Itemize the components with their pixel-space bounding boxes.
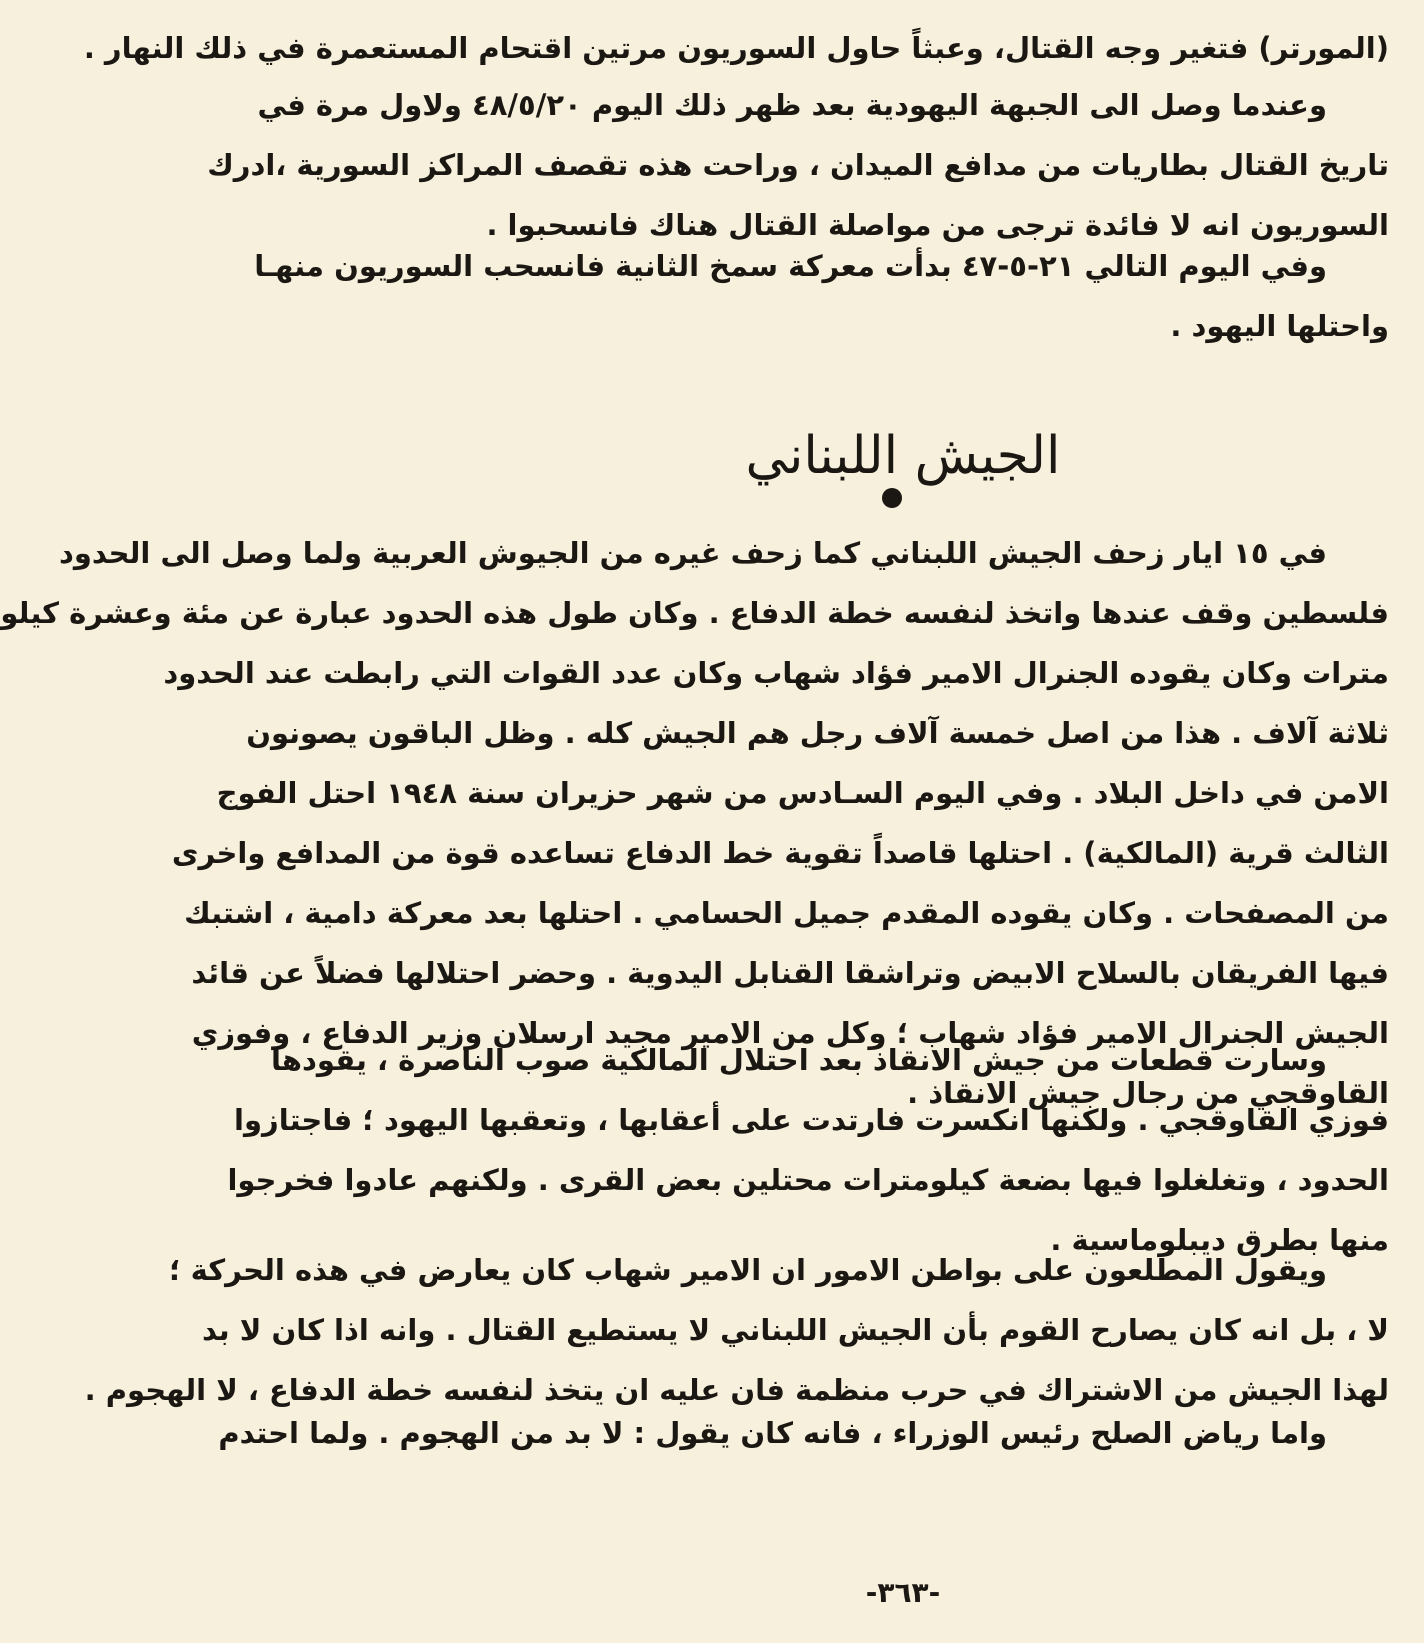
book-page [0,18,1389,1618]
text-line: لهذا الجيش من الاشتراك في حرب منظمة فان عليه ان يتخذ لنفسه خطة الدفاع ، لا الهجوم . [84,1373,1389,1407]
text-line: منها بطرق ديبلوماسية . [1050,1223,1389,1257]
text-line: لا ، بل انه كان يصارح القوم بأن الجيش اللبناني لا يستطيع القتال . وانه اذا كان لا بد [202,1313,1389,1347]
text-line: وسارت قطعات من جيش الانقاذ بعد احتلال المالكية صوب الناصرة ، يقودها [271,1043,1327,1077]
text-line: وفي اليوم التالي ٢١-٥-٤٧ بدأت معركة سمخ الثانية فانسحب السوريون منهـا [254,249,1327,283]
text-line: من المصفحات . وكان يقوده المقدم جميل الحسامي . احتلها بعد معركة دامية ، اشتبك [184,896,1389,930]
paragraph-samakh-battle [254,236,1389,356]
paragraph-jewish-artillery [207,75,1389,255]
paragraph-riad-solh [218,1403,1389,1463]
text-line: مترات وكان يقوده الجنرال الامير فؤاد شهاب وكان عدد القوات التي رابطت عند الحدود [163,656,1389,690]
text-line: وعندما وصل الى الجبهة اليهودية بعد ظهر ذلك اليوم ٤٨/٥/٢٠ ولاول مرة في [257,88,1327,122]
text-line: القاوقجي من رجال جيش الانقاذ . [907,1076,1389,1110]
text-line: الحدود ، وتغلغلوا فيها بضعة كيلومترات محتلين بعض القرى . ولكنهم عادوا فخرجوا [227,1163,1389,1197]
text-line: فلسطين وقف عندها واتخذ لنفسه خطة الدفاع . وكان طول هذه الحدود عبارة عن مئة وعشرة كيلو [0,596,1389,630]
text-line: فوزي القاوقجي . ولكنها انكسرت فارتدت على أعقابها ، وتعقبها اليهود ؛ فاجتازوا [234,1103,1389,1137]
text-line: الثالث قرية (المالكية) . احتلها قاصداً تقوية خط الدفاع تساعده قوة من المدافع واخرى [171,836,1389,870]
paragraph-syrian-assault [83,18,1389,78]
section-title: الجيش اللبناني [745,426,1061,487]
text-line: واحتلها اليهود . [1170,309,1389,343]
text-line: ثلاثة آلاف . هذا من اصل خمسة آلاف رجل هم الجيش كله . وظل الباقون يصونون [246,716,1389,750]
text-line: واما رياض الصلح رئيس الوزراء ، فانه كان يقول : لا بد من الهجوم . ولما احتدم [218,1416,1327,1450]
text-line: الجيش الجنرال الامير فؤاد شهاب ؛ وكل من الامير مجيد ارسلان وزير الدفاع ، وفوزي [191,1016,1389,1050]
text-line: الامن في داخل البلاد . وفي اليوم السـادس من شهر حزيران سنة ١٩٤٨ احتل الفوج [216,776,1389,810]
text-line: السوريون انه لا فائدة ترجى من مواصلة القتال هناك فانسحبوا . [486,208,1389,242]
text-line: تاريخ القتال بطاريات من مدافع الميدان ، وراحت هذه تقصف المراكز السورية ،ادرك [207,148,1389,182]
text-line: (المورتر) فتغير وجه القتال، وعبثاً حاول السوريون مرتين اقتحام المستعمرة في ذلك النهار . [83,31,1389,65]
page-number: -٣٦٣- [865,1576,941,1609]
text-line: في ١٥ ايار زحف الجيش اللبناني كما زحف غيره من الجيوش العربية ولما وصل الى الحدود [58,536,1327,570]
paragraph-shihab-opposition [84,1240,1389,1420]
text-line: ويقول المطلعون على بواطن الامور ان الامير شهاب كان يعارض في هذه الحركة ؛ [168,1253,1327,1287]
text-line: فيها الفريقان بالسلاح الابيض وتراشقا القنابل اليدوية . وحضر احتلالها فضلاً عن قائد [191,956,1389,990]
section-bullet-ornament [882,488,902,508]
